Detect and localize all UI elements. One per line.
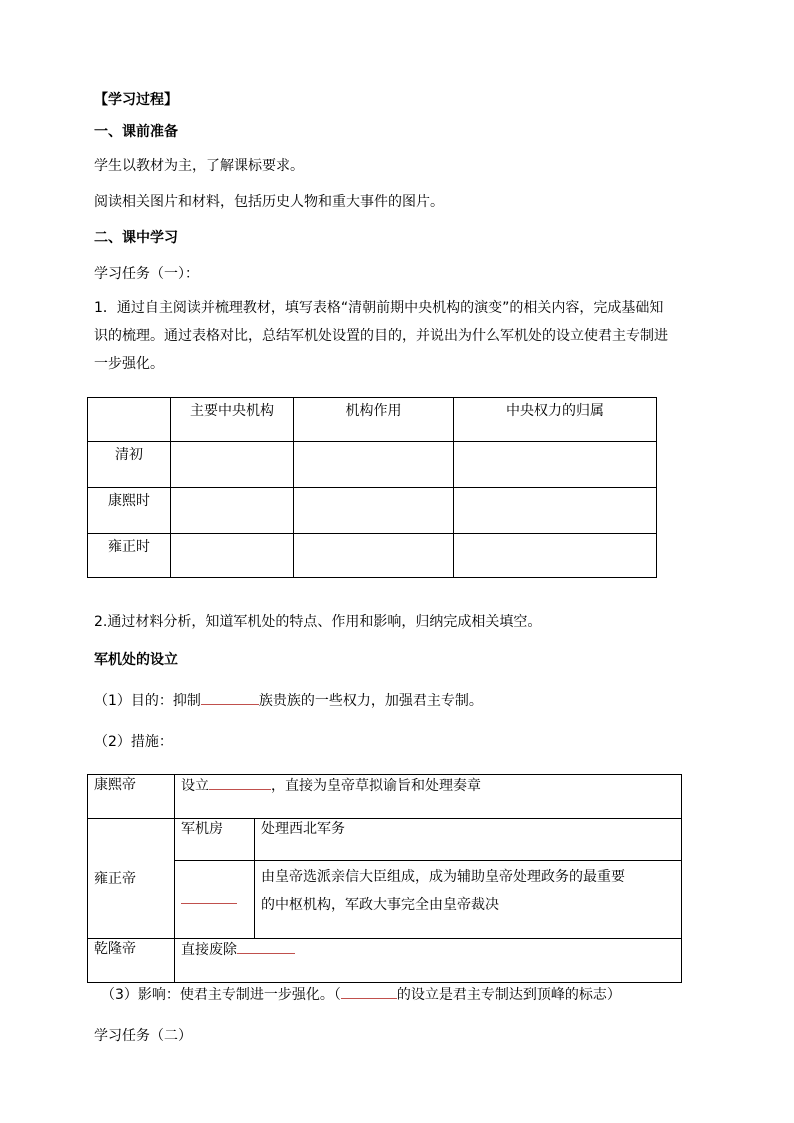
- impact-line: （3）影响：使君主专制进一步强化。（ 的设立是君主专制达到顶峰的标志）: [101, 984, 621, 1005]
- part1-heading: 一、课前准备: [94, 124, 178, 140]
- section-heading: 【学习过程】: [94, 92, 178, 108]
- blank-input[interactable]: [237, 939, 295, 954]
- table-row: [88, 534, 657, 578]
- measure-cell: 设立 ，直接为皇帝草拟谕旨和处理奏章: [175, 775, 682, 819]
- central-institutions-table: [87, 397, 657, 578]
- part2-heading: 二、课中学习: [94, 230, 178, 246]
- table-row: [88, 488, 657, 534]
- fill-cell: [171, 488, 294, 534]
- question2: 2.通过材料分析，知道军机处的特点、作用和影响，归纳完成相关填空。: [94, 614, 542, 630]
- subheading: 军机处的设立: [94, 652, 178, 668]
- measure-cell: 由皇帝选派亲信大臣组成，成为辅助皇帝处理政务的最重要 的中枢机构，军政大事完全由皇帝裁决: [255, 861, 682, 939]
- table-row: [88, 442, 657, 488]
- institution-cell: [175, 861, 255, 939]
- table-header-cell: 中央权力的归属: [454, 398, 657, 442]
- measure-cell: 处理西北军务: [255, 819, 682, 861]
- table-header-cell: 机构作用: [294, 398, 454, 442]
- fill-cell: [171, 442, 294, 488]
- measures-table: [87, 774, 682, 983]
- institution-cell: 军机房: [175, 819, 255, 861]
- table-header-cell: 主要中央机构: [171, 398, 294, 442]
- row-label: 雍正时: [88, 534, 171, 578]
- part1-line: 学生以教材为主，了解课标要求。: [94, 158, 304, 174]
- table-header-cell: [88, 398, 171, 442]
- blank-input[interactable]: [201, 690, 259, 705]
- fill-cell: [171, 534, 294, 578]
- task1-title: 学习任务（一）：: [94, 266, 199, 282]
- emperor-cell: 康熙帝: [88, 775, 175, 819]
- question1-line: 1．通过自主阅读并梳理教材，填写表格“清朝前期中央机构的演变”的相关内容，完成基础知: [94, 300, 664, 316]
- blank-input[interactable]: [209, 775, 271, 790]
- fill-cell: [454, 534, 657, 578]
- task2-title: 学习任务（二）: [94, 1028, 192, 1044]
- emperor-cell: 雍正帝: [88, 819, 175, 939]
- fill-cell: [454, 442, 657, 488]
- question1-line: 识的梳理。通过表格对比，总结军机处设置的目的，并说出为什么军机处的设立使君主专制进: [94, 328, 668, 344]
- fill-cell: [294, 442, 454, 488]
- question1-line: 一步强化。: [94, 356, 164, 372]
- row-label: 康熙时: [88, 488, 171, 534]
- fill-cell: [294, 534, 454, 578]
- measure-cell: 直接废除: [175, 939, 682, 983]
- emperor-cell: 乾隆帝: [88, 939, 175, 983]
- blank-input[interactable]: [181, 889, 237, 904]
- fill-cell: [294, 488, 454, 534]
- part1-line: 阅读相关图片和材料，包括历史人物和重大事件的图片。: [94, 194, 444, 210]
- measures-label: （2）措施：: [94, 734, 173, 750]
- blank-input[interactable]: [341, 984, 397, 999]
- fill-cell: [454, 488, 657, 534]
- row-label: 清初: [88, 442, 171, 488]
- purpose-line: （1）目的：抑制 族贵族的一些权力，加强君主专制。: [94, 690, 483, 711]
